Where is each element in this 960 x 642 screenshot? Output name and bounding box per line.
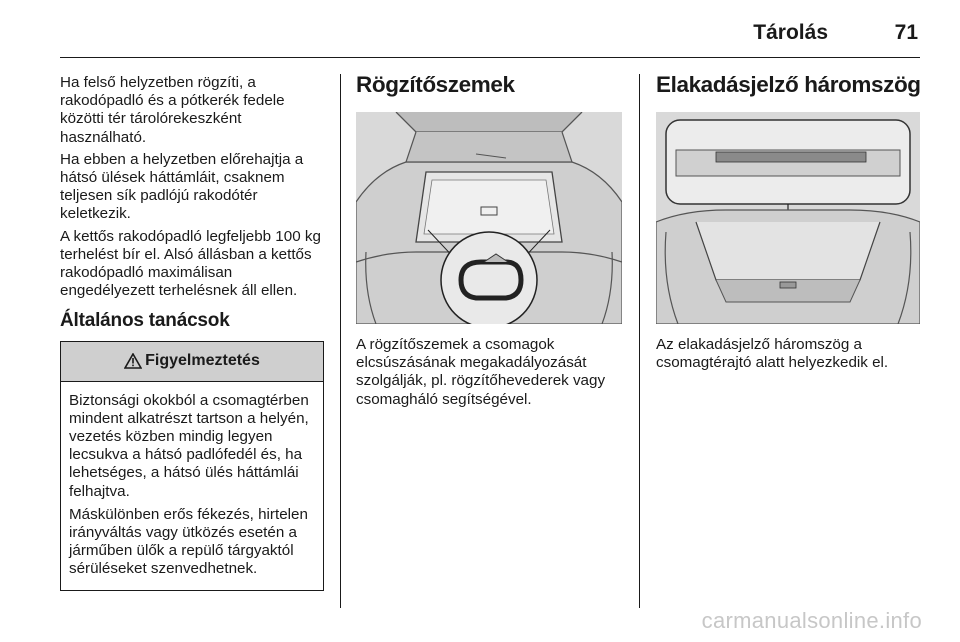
body-paragraph: Ha felső helyzetben rögzíti, a rakodópadló és a pótkerék fedele közötti tér tárolórekeszként használható. [60,74,285,146]
column-divider [340,74,341,608]
body-paragraph: Ha ebben a helyzetben előrehajtja a hátsó ülések háttámláit, csaknem teljesen sík padlójú rakodótér keletkezik. [60,150,304,223]
body-paragraph: A kettős rakodópadló legfeljebb 100 kg terhelést bír el. Alsó állásban a kettős rakodópadló maximálisan engedélyezett terhelésnek áll ellen. [60,227,321,300]
lashing-eyes-illustration [356,112,622,324]
page-header [60,0,920,58]
warning-title: Figyelmeztetés [145,352,260,370]
warning-header [61,342,323,382]
warning-paragraph: Máskülönben erős fékezés, hirtelen irányváltás vagy ütközés esetén a járműben ülők a repülő tárgyaktól sérüléseket szenvedhetnek. [69,505,308,578]
warning-box [60,341,324,591]
column-3 [656,74,920,376]
warning-triangle-illustration [656,112,920,324]
section-heading: Elakadásjelző háromszög [656,72,921,97]
column-2 [356,74,622,413]
watermark: carmanualsonline.info [701,608,922,633]
subheading: Általános tanácsok [60,310,230,332]
warning-triangle-icon [124,353,142,369]
section-title: Tárolás [753,21,828,44]
warning-body [61,382,323,590]
body-paragraph: Az elakadásjelző háromszög a csomagtérajtó alatt helyezkedik el. [656,336,889,372]
section-heading: Rögzítőszemek [356,72,515,97]
column-divider [639,74,640,608]
body-paragraph: A rögzítőszemek a csomagok elcsúszásának megakadályozását szolgálják, pl. rögzítőhevederek vagy csomagháló segítségével. [356,336,606,408]
warning-paragraph: Biztonsági okokból a csomagtérben mindent alkatrészt tartson a helyén, vezetés közben mindig legyen lecsukva a hátsó padlófedél és, ha lehetséges, a hátsó ülés háttámlái felhajtva. [69,391,309,500]
column-1 [60,74,324,591]
page-number: 71 [894,21,918,44]
